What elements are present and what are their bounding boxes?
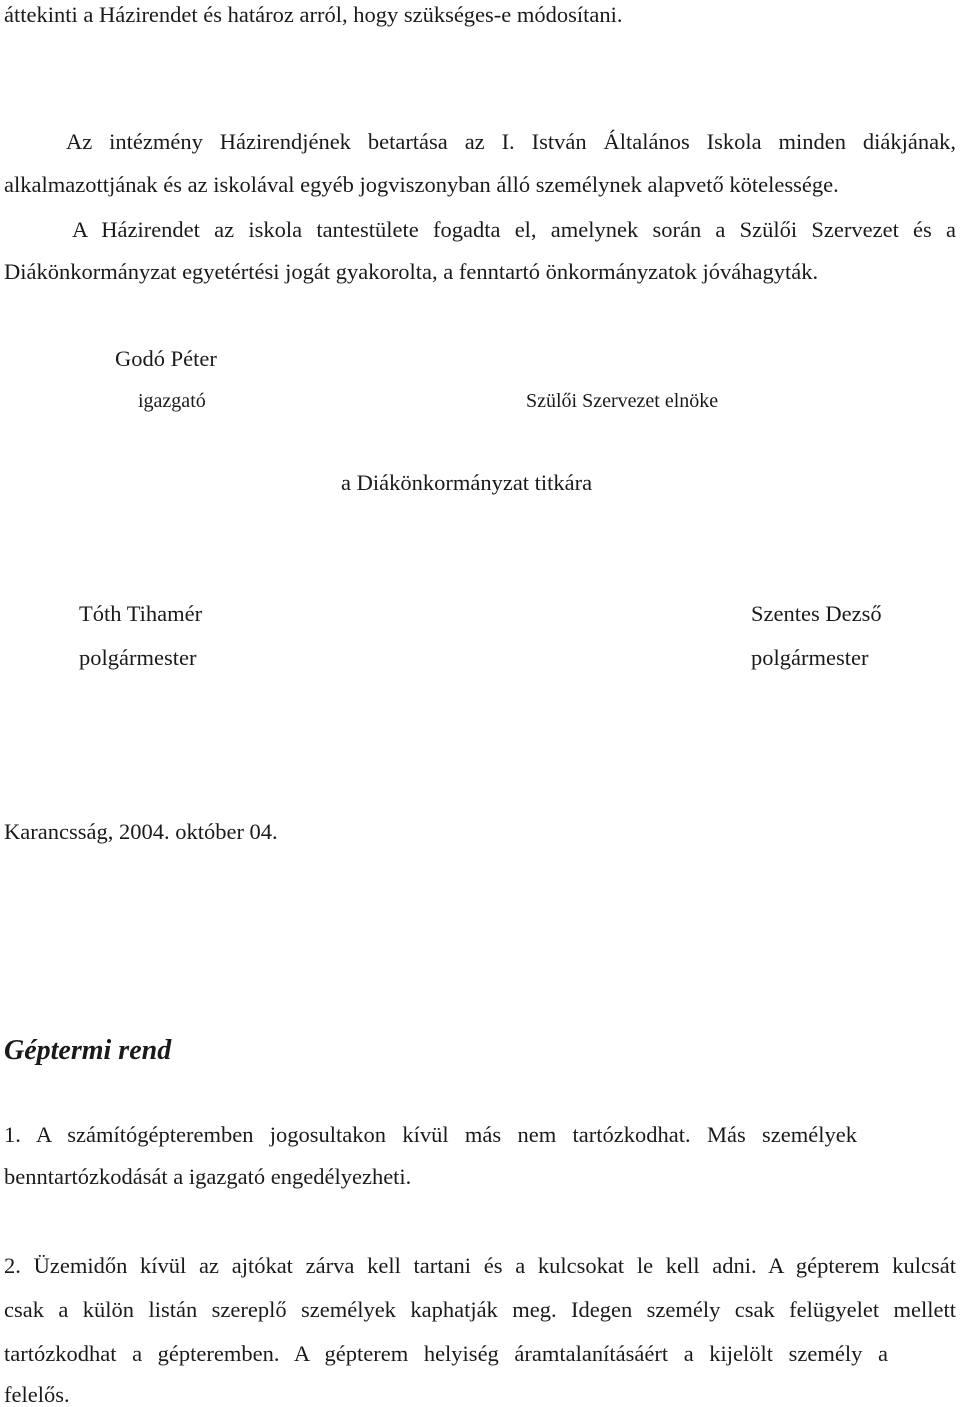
item-2-line-3: tartózkodhat a gépteremben. A gépterem helyiség áramtalanításáért a kijelölt személy a — [4, 1341, 888, 1366]
item-1-line-1: 1. A számítógépteremben jogosultakon kívül más nem tartózkodhat. Más személyek — [4, 1122, 857, 1147]
item-2-line-1: 2. Üzemidőn kívül az ajtókat zárva kell tartani és a kulcsokat le kell adni. A gépterem kulcsát — [4, 1253, 956, 1278]
paragraph-1-line-1: Az intézmény Házirendjének betartása az I. István Általános Iskola minden diákjának, — [66, 129, 956, 154]
principal-name: Godó Péter — [115, 346, 217, 371]
item-2-line-2: csak a külön listán szereplő személyek kaphatják meg. Idegen személy csak felügyelet mellett — [4, 1297, 956, 1322]
mayor-1-name: Tóth Tihamér — [79, 601, 203, 626]
paragraph-2-line-1: A Házirendet az iskola tantestülete fogadta el, amelynek során a Szülői Szervezet és a — [72, 217, 956, 242]
mayor-2-title: polgármester — [751, 645, 869, 670]
parents-chair-title: Szülői Szervezet elnöke — [526, 390, 719, 412]
item-1-line-2: benntartózkodását a igazgató engedélyezheti. — [4, 1164, 412, 1189]
intro-line: áttekinti a Házirendet és határoz arról, hogy szükséges-e módosítani. — [4, 2, 623, 27]
paragraph-2-line-2: Diákönkormányzat egyetértési jogát gyakorolta, a fenntartó önkormányzatok jóváhagyták. — [4, 259, 819, 284]
section-heading: Géptermi rend — [4, 1035, 172, 1066]
place-date: Karancsság, 2004. október 04. — [4, 819, 278, 844]
item-2-line-4: felelős. — [4, 1382, 70, 1407]
principal-title: igazgató — [138, 390, 206, 412]
paragraph-1-line-2: alkalmazottjának és az iskolával egyéb jogviszonyban álló személynek alapvető kötelessége. — [4, 172, 839, 197]
student-council-secretary-title: a Diákönkormányzat titkára — [341, 470, 593, 495]
mayor-1-title: polgármester — [79, 645, 197, 670]
mayor-2-name: Szentes Dezső — [751, 601, 882, 626]
